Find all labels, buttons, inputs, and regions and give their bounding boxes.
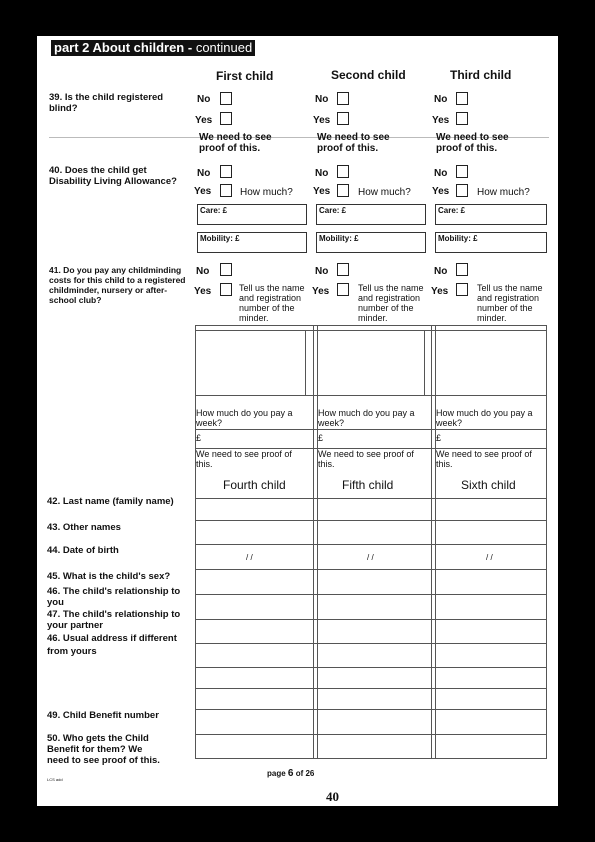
question-45: 45. What is the child's sex?: [47, 571, 171, 582]
page-total: 40: [326, 789, 339, 804]
pound-sign[interactable]: £: [318, 433, 324, 443]
table-line: [195, 594, 547, 595]
pound-sign[interactable]: £: [196, 433, 202, 443]
table-line: [195, 330, 547, 331]
table-line: [195, 569, 547, 570]
yes-label: Yes: [313, 186, 331, 197]
form-page: [37, 36, 558, 806]
yes-checkbox[interactable]: [337, 184, 349, 197]
no-checkbox[interactable]: [456, 263, 468, 276]
no-checkbox[interactable]: [337, 263, 349, 276]
question-39: 39. Is the child registered blind?: [49, 92, 164, 114]
proof-note: We need to see proof of this.: [436, 449, 532, 469]
question-44: 44. Date of birth: [47, 545, 119, 556]
yes-checkbox[interactable]: [220, 184, 232, 197]
minder-note: Tell us the name and registration number of the minder.: [477, 283, 543, 323]
no-label: No: [315, 168, 329, 179]
no-label: No: [434, 94, 448, 105]
no-label: No: [196, 266, 210, 277]
proof-note: We need to see proof of this.: [196, 449, 292, 469]
table-line: [424, 330, 425, 395]
minder-note: Tell us the name and registration number of the minder.: [239, 283, 305, 323]
date-separator[interactable]: / /: [367, 553, 374, 562]
proof-note: We need to see proof of this.: [199, 132, 272, 154]
question-43: 43. Other names: [47, 522, 121, 533]
how-much-week-label: How much do you pay a week?: [196, 408, 293, 428]
yes-label: Yes: [194, 186, 212, 197]
yes-label: Yes: [432, 186, 450, 197]
no-label: No: [315, 266, 329, 277]
table-line: [195, 643, 547, 644]
table-line: [195, 520, 547, 521]
section-header: part 2 About children - continued: [51, 40, 255, 56]
proof-note: We need to see proof of this.: [318, 449, 414, 469]
yes-label: Yes: [195, 115, 213, 126]
table-line: [317, 325, 318, 759]
yes-checkbox[interactable]: [337, 283, 349, 296]
table-line: [546, 325, 547, 759]
mobility-field[interactable]: Mobility: £: [435, 232, 547, 253]
no-checkbox[interactable]: [220, 92, 232, 105]
question-47: 47. The child's relationship to your partner: [47, 609, 181, 631]
table-line: [195, 667, 547, 668]
yes-checkbox[interactable]: [456, 112, 468, 125]
page-indicator: page 6 of 26: [267, 768, 315, 779]
yes-label: Yes: [432, 115, 450, 126]
date-separator[interactable]: / /: [246, 553, 253, 562]
table-line: [195, 429, 547, 430]
no-label: No: [197, 94, 211, 105]
table-line: [431, 325, 432, 759]
col-second-child: Second child: [331, 68, 406, 82]
yes-label: Yes: [313, 115, 331, 126]
how-much-label: How much?: [240, 187, 293, 198]
yes-label: Yes: [312, 286, 330, 297]
table-line: [195, 544, 547, 545]
care-field[interactable]: Care: £: [435, 204, 547, 225]
question-40: 40. Does the child get Disability Living Allowance?: [49, 165, 177, 187]
table-line: [195, 325, 547, 326]
col-fourth-child: Fourth child: [223, 478, 286, 492]
no-checkbox[interactable]: [337, 92, 349, 105]
yes-label: Yes: [194, 286, 212, 297]
pound-sign[interactable]: £: [436, 433, 442, 443]
yes-checkbox[interactable]: [337, 112, 349, 125]
table-line: [305, 330, 306, 395]
table-line: [195, 758, 547, 759]
proof-note: We need to see proof of this.: [317, 132, 390, 154]
col-fifth-child: Fifth child: [342, 478, 394, 492]
no-label: No: [434, 168, 448, 179]
table-line: [195, 325, 196, 759]
mobility-field[interactable]: Mobility: £: [197, 232, 307, 253]
table-line: [195, 688, 547, 689]
table-line: [195, 395, 547, 396]
care-field[interactable]: Care: £: [316, 204, 426, 225]
no-checkbox[interactable]: [337, 165, 349, 178]
table-line: [435, 325, 436, 759]
how-much-label: How much?: [358, 187, 411, 198]
yes-checkbox[interactable]: [456, 283, 468, 296]
proof-note: We need to see proof of this.: [436, 132, 509, 154]
question-42: 42. Last name (family name): [47, 496, 174, 507]
yes-label: Yes: [431, 286, 449, 297]
mobility-field[interactable]: Mobility: £: [316, 232, 426, 253]
yes-checkbox[interactable]: [456, 184, 468, 197]
no-checkbox[interactable]: [220, 263, 232, 276]
table-line: [195, 619, 547, 620]
question-46: 46. The child's relationship to you: [47, 586, 181, 608]
date-separator[interactable]: / /: [486, 553, 493, 562]
question-41: 41. Do you pay any childminding costs for this child to a registered childminder, nursery or after-school club?: [49, 265, 186, 305]
table-line: [195, 498, 547, 499]
care-field[interactable]: Care: £: [197, 204, 307, 225]
how-much-label: How much?: [477, 187, 530, 198]
yes-checkbox[interactable]: [220, 112, 232, 125]
how-much-week-label: How much do you pay a week?: [318, 408, 415, 428]
no-label: No: [434, 266, 448, 277]
col-sixth-child: Sixth child: [461, 478, 516, 492]
no-checkbox[interactable]: [456, 165, 468, 178]
no-label: No: [197, 168, 211, 179]
col-third-child: Third child: [450, 68, 512, 82]
no-checkbox[interactable]: [220, 165, 232, 178]
question-50: 50. Who gets the Child Benefit for them? We need to see proof of this.: [47, 733, 160, 766]
minder-note: Tell us the name and registration number of the minder.: [358, 283, 424, 323]
how-much-week-label: How much do you pay a week?: [436, 408, 533, 428]
form-code: LCS add: [47, 777, 63, 782]
yes-checkbox[interactable]: [220, 283, 232, 296]
question-46b: 46. Usual address if different from yours: [47, 633, 177, 657]
no-label: No: [315, 94, 329, 105]
col-first-child: First child: [216, 69, 274, 83]
no-checkbox[interactable]: [456, 92, 468, 105]
table-line: [313, 325, 314, 759]
table-line: [195, 709, 547, 710]
question-49: 49. Child Benefit number: [47, 710, 159, 721]
table-line: [195, 734, 547, 735]
